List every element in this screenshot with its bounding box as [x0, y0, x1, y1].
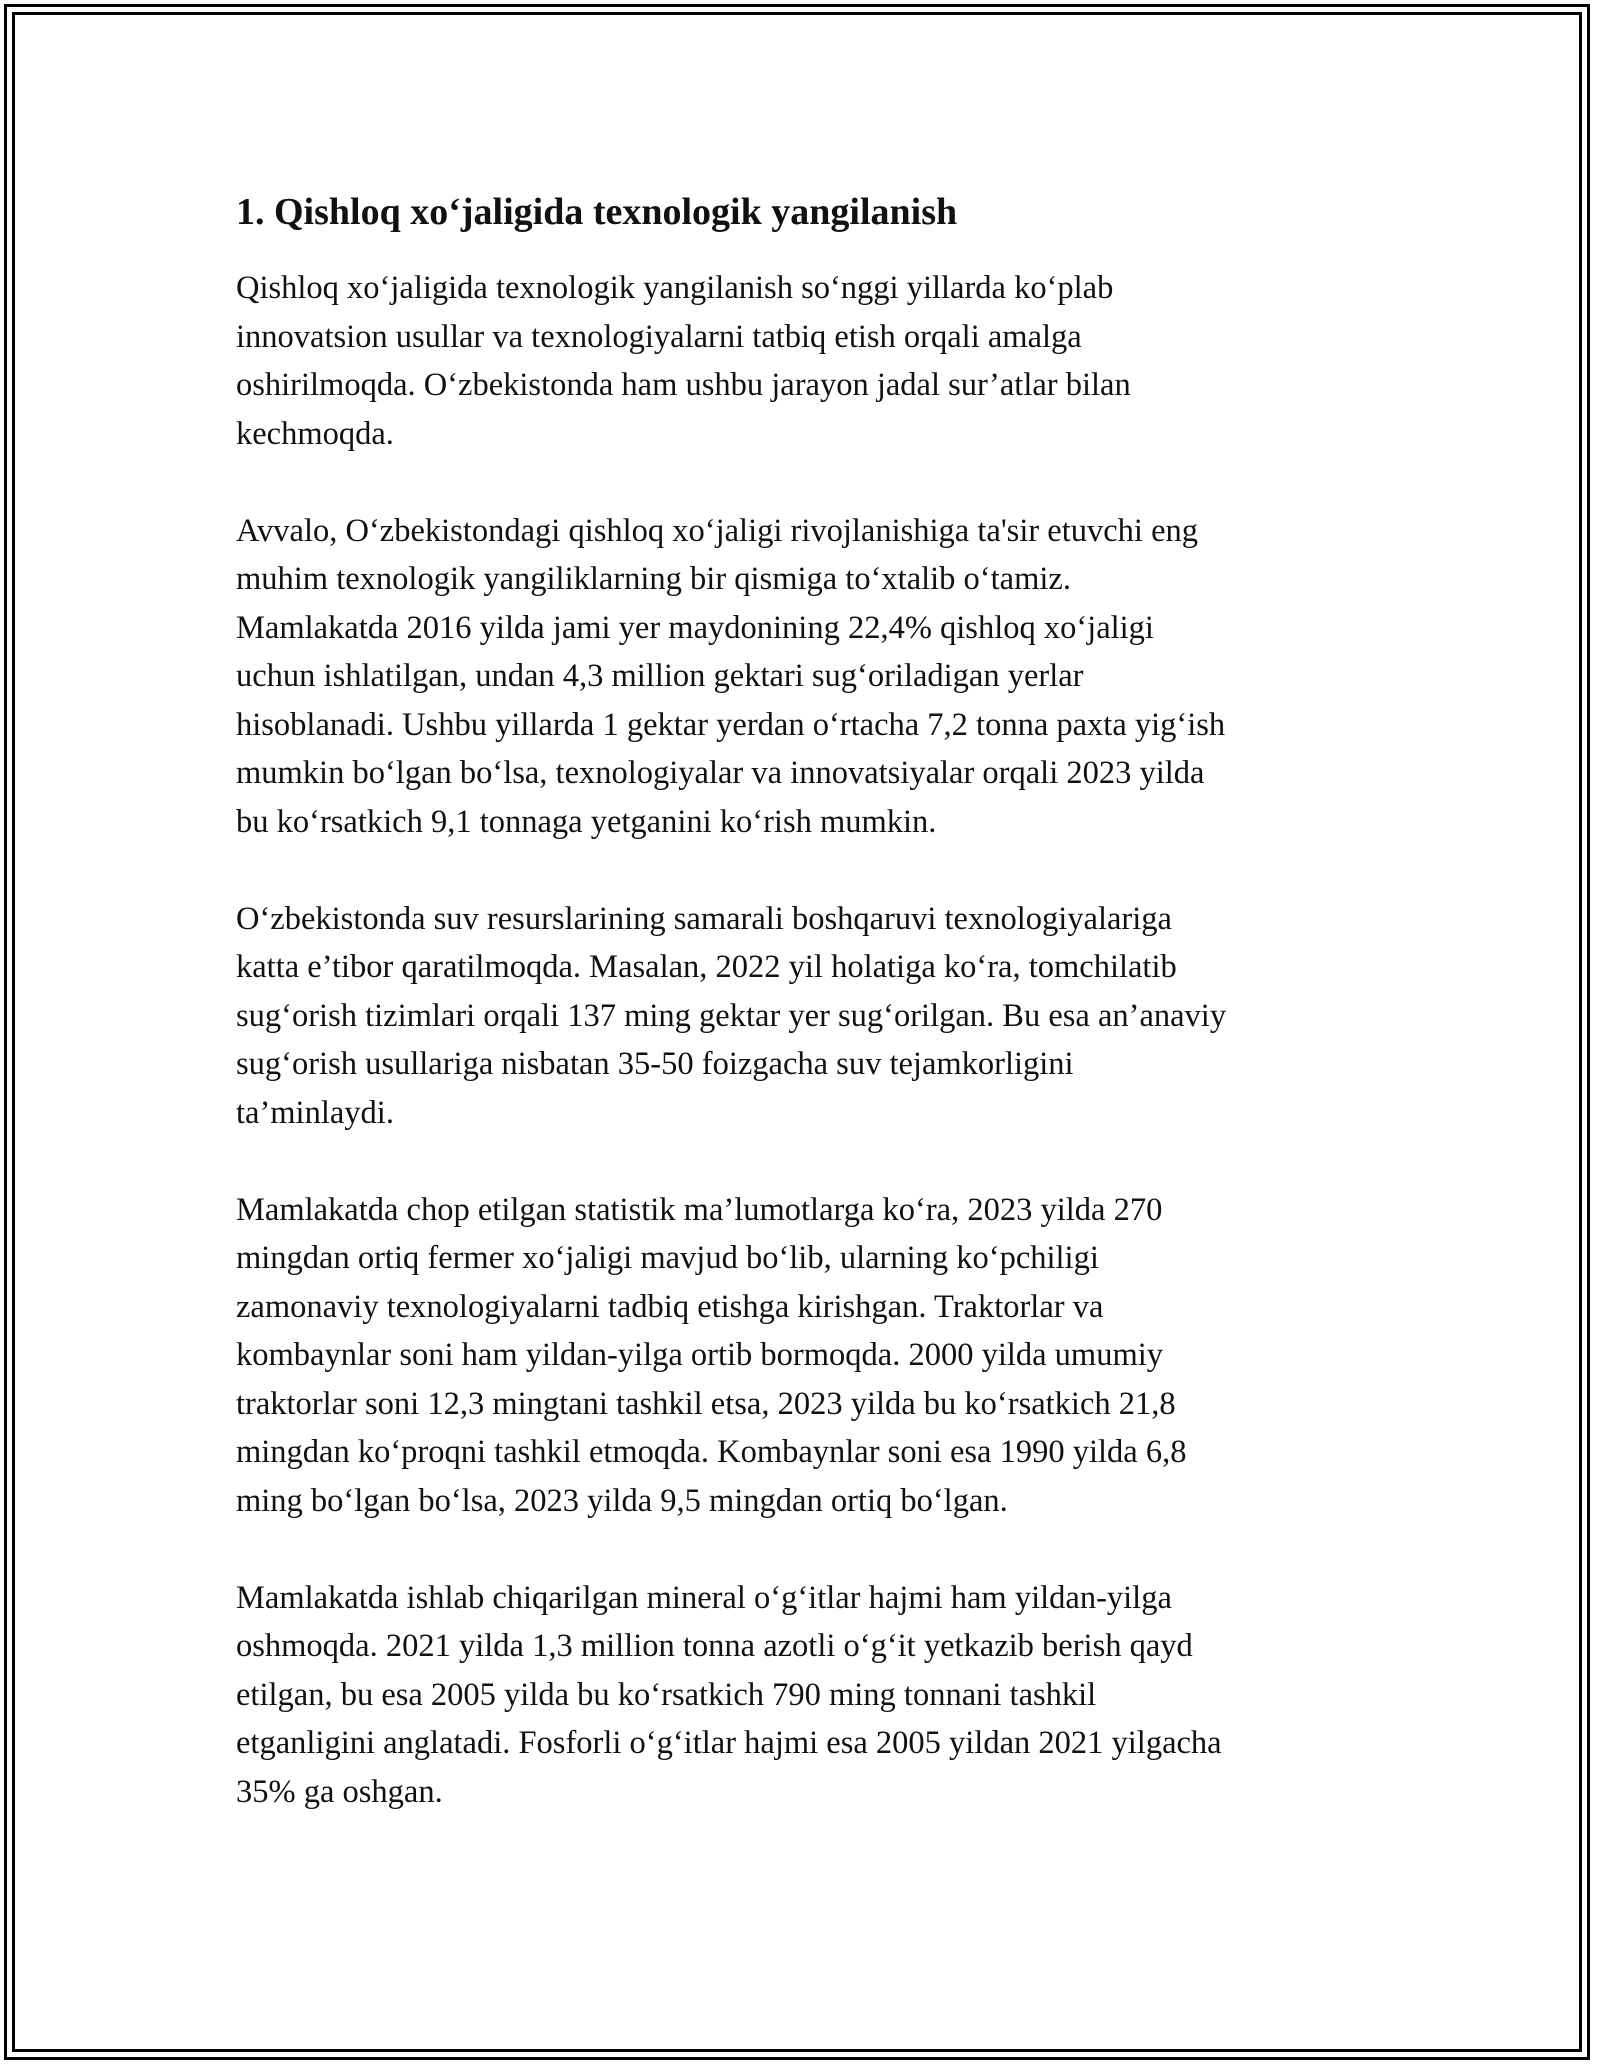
paragraph — [236, 895, 1356, 1138]
paragraph — [236, 1186, 1356, 1526]
document-body — [236, 188, 1356, 1865]
paragraph-line: sug‘orish usullariga nisbatan 35-50 foizgacha suv tejamkorligini — [236, 1046, 1074, 1082]
paragraph-line: Qishloq xo‘jaligida texnologik yangilanish so‘nggi yillarda ko‘plab — [236, 270, 1114, 306]
paragraph-line: mingdan ortiq fermer xo‘jaligi mavjud bo‘lib, ularning ko‘pchiligi — [236, 1240, 1099, 1276]
paragraph-line: hisoblanadi. Ushbu yillarda 1 gektar yerdan o‘rtacha 7,2 tonna paxta yig‘ish — [236, 706, 1226, 743]
paragraph-line: kechmoqda. — [236, 415, 394, 452]
paragraph-line: bu ko‘rsatkich 9,1 tonnaga yetganini ko‘rish mumkin. — [236, 803, 937, 840]
paragraph-line: mingdan ko‘proqni tashkil etmoqda. Kombaynlar soni esa 1990 yilda 6,8 — [236, 1434, 1187, 1470]
paragraph — [236, 264, 1356, 458]
paragraph-line: muhim texnologik yangiliklarning bir qismiga to‘xtalib o‘tamiz. — [236, 561, 1071, 597]
paragraph-line: sug‘orish tizimlari orqali 137 ming gektar yer sug‘orilgan. Bu esa an’anaviy — [236, 997, 1227, 1034]
paragraph-line: zamonaviy texnologiyalarni tadbiq etishga kirishgan. Traktorlar va — [236, 1288, 1104, 1325]
paragraph-line: O‘zbekistonda suv resurslarining samarali boshqaruvi texnologiyalariga — [236, 900, 1172, 937]
paragraph-line: 35% ga oshgan. — [236, 1773, 443, 1810]
paragraph-line: etilgan, bu esa 2005 yilda bu ko‘rsatkich 790 ming tonnani tashkil — [236, 1676, 1097, 1713]
paragraph-list — [236, 264, 1356, 1816]
paragraph-line: mumkin bo‘lgan bo‘lsa, texnologiyalar va innovatsiyalar orqali 2023 yilda — [236, 755, 1205, 791]
paragraph-line: ming bo‘lgan bo‘lsa, 2023 yilda 9,5 mingdan ortiq bo‘lgan. — [236, 1482, 1008, 1519]
paragraph-line: Avvalo, O‘zbekistondagi qishloq xo‘jaligi rivojlanishiga ta'sir etuvchi eng — [236, 512, 1199, 549]
paragraph-line: Mamlakatda chop etilgan statistik ma’lumotlarga ko‘ra, 2023 yilda 270 — [236, 1191, 1163, 1228]
paragraph — [236, 507, 1356, 847]
paragraph-line: Mamlakatda 2016 yilda jami yer maydonining 22,4% qishloq xo‘jaligi — [236, 609, 1154, 646]
paragraph-line: traktorlar soni 12,3 mingtani tashkil etsa, 2023 yilda bu ko‘rsatkich 21,8 — [236, 1385, 1176, 1422]
paragraph-line: katta e’tibor qaratilmoqda. Masalan, 2022 yil holatiga ko‘ra, tomchilatib — [236, 949, 1177, 985]
paragraph-line: etganligini anglatadi. Fosforli o‘g‘itlar hajmi esa 2005 yildan 2021 yilgacha — [236, 1725, 1222, 1761]
paragraph-line: oshirilmoqda. O‘zbekistonda ham ushbu jarayon jadal sur’atlar bilan — [236, 367, 1131, 403]
paragraph-line: ta’minlaydi. — [236, 1094, 394, 1131]
paragraph-line: kombaynlar soni ham yildan-yilga ortib bormoqda. 2000 yilda umumiy — [236, 1337, 1164, 1373]
paragraph-line: uchun ishlatilgan, undan 4,3 million gektari sug‘oriladigan yerlar — [236, 658, 1084, 694]
paragraph-line: Mamlakatda ishlab chiqarilgan mineral o‘g‘itlar hajmi ham yildan-yilga — [236, 1579, 1172, 1616]
paragraph-line: oshmoqda. 2021 yilda 1,3 million tonna azotli o‘g‘it yetkazib berish qayd — [236, 1628, 1193, 1664]
paragraph-line: innovatsion usullar va texnologiyalarni tatbiq etish orqali amalga — [236, 318, 1082, 355]
section-heading: 1. Qishloq xo‘jaligida texnologik yangilanish — [236, 191, 958, 233]
paragraph — [236, 1574, 1356, 1817]
